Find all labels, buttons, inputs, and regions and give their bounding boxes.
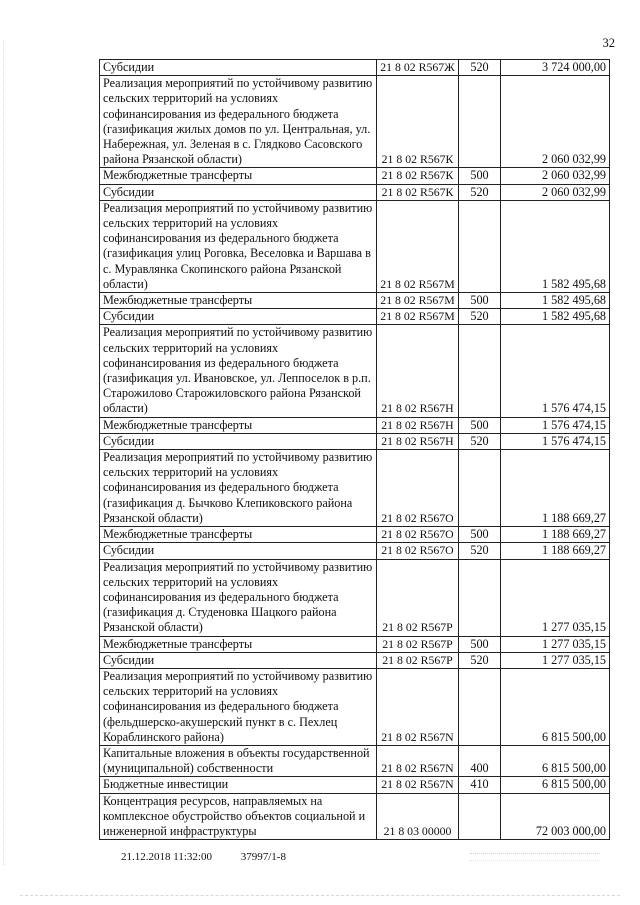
row-expense-type: 520	[459, 543, 501, 559]
table-row	[100, 450, 610, 527]
row-name: Субсидии	[100, 309, 377, 325]
row-name: Реализация мероприятий по устойчивому развитию сельских территорий на условиях софинансирования из федерального бюджета (газификация улиц Роговка, Веселовка и Варшава в с. Муравлянка Скопинского района Рязанской области)	[100, 200, 377, 292]
row-name: Межбюджетные трансферты	[100, 636, 377, 652]
row-amount: 1 188 669,27	[501, 450, 610, 527]
table-row	[100, 559, 610, 636]
table-row	[100, 777, 610, 793]
row-code: 21 8 02 R567М	[377, 200, 459, 292]
table-row	[100, 433, 610, 449]
row-amount: 1 582 495,68	[501, 293, 610, 309]
table-row	[100, 309, 610, 325]
row-code: 21 8 02 R567Н	[377, 417, 459, 433]
footer-datetime: 21.12.2018 11:32:00	[121, 851, 212, 863]
row-name: Межбюджетные трансферты	[100, 293, 377, 309]
row-code: 21 8 02 R567М	[377, 309, 459, 325]
row-code: 21 8 02 R567Н	[377, 325, 459, 417]
row-name: Субсидии	[100, 433, 377, 449]
row-expense-type	[459, 450, 501, 527]
scan-left-edge	[3, 40, 4, 865]
row-expense-type: 500	[459, 168, 501, 184]
row-code: 21 8 02 R567Н	[377, 433, 459, 449]
row-expense-type: 410	[459, 777, 501, 793]
row-name: Бюджетные инвестиции	[100, 777, 377, 793]
table-row	[100, 745, 610, 776]
row-amount: 1 277 035,15	[501, 652, 610, 668]
row-code: 21 8 02 R567К	[377, 184, 459, 200]
row-expense-type: 520	[459, 652, 501, 668]
table-row	[100, 168, 610, 184]
table-row	[100, 325, 610, 417]
row-name: Межбюджетные трансферты	[100, 527, 377, 543]
row-name: Реализация мероприятий по устойчивому развитию сельских территорий на условиях софинансирования из федерального бюджета (фельдшерско-акушерский пункт в с. Пехлец Кораблинского района)	[100, 668, 377, 745]
footer-document-id: 37997/1-8	[240, 851, 286, 863]
row-code: 21 8 02 R567К	[377, 168, 459, 184]
row-name: Субсидии	[100, 652, 377, 668]
row-expense-type	[459, 76, 501, 168]
row-amount: 1 576 474,15	[501, 417, 610, 433]
row-expense-type	[459, 200, 501, 292]
row-amount: 1 582 495,68	[501, 200, 610, 292]
table-row	[100, 76, 610, 168]
table-row	[100, 527, 610, 543]
row-code: 21 8 02 R567О	[377, 543, 459, 559]
table-row	[100, 543, 610, 559]
row-expense-type	[459, 325, 501, 417]
row-amount: 1 277 035,15	[501, 636, 610, 652]
row-amount: 6 815 500,00	[501, 777, 610, 793]
footer	[121, 851, 286, 863]
row-expense-type: 520	[459, 309, 501, 325]
row-name: Концентрация ресурсов, направляемых на комплексное обустройство объектов социальной и инженерной инфраструктуры	[100, 793, 377, 840]
row-name: Реализация мероприятий по устойчивому развитию сельских территорий на условиях софинансирования из федерального бюджета (газификация ул. Ивановское, ул. Леппоселок в р.п. Старожилово Старожиловского района Рязанской области)	[100, 325, 377, 417]
row-expense-type	[459, 668, 501, 745]
row-code: 21 8 02 R567N	[377, 777, 459, 793]
row-expense-type: 520	[459, 60, 501, 76]
row-name: Межбюджетные трансферты	[100, 168, 377, 184]
table-row	[100, 636, 610, 652]
row-expense-type: 520	[459, 433, 501, 449]
row-amount: 2 060 032,99	[501, 184, 610, 200]
row-code: 21 8 02 R567Ж	[377, 60, 459, 76]
row-expense-type: 520	[459, 184, 501, 200]
row-code: 21 8 02 R567N	[377, 745, 459, 776]
row-name: Капитальные вложения в объекты государственной (муниципальной) собственности	[100, 745, 377, 776]
row-code: 21 8 02 R567О	[377, 450, 459, 527]
table-row	[100, 60, 610, 76]
row-amount: 1 188 669,27	[501, 543, 610, 559]
row-name: Субсидии	[100, 543, 377, 559]
row-expense-type	[459, 559, 501, 636]
row-name: Субсидии	[100, 184, 377, 200]
row-code: 21 8 02 R567К	[377, 76, 459, 168]
row-amount: 6 815 500,00	[501, 745, 610, 776]
row-name: Межбюджетные трансферты	[100, 417, 377, 433]
row-code: 21 8 02 R567М	[377, 293, 459, 309]
table-row	[100, 293, 610, 309]
budget-table-body	[100, 60, 610, 840]
row-expense-type: 500	[459, 636, 501, 652]
row-amount: 1 576 474,15	[501, 433, 610, 449]
row-amount: 1 188 669,27	[501, 527, 610, 543]
row-code: 21 8 02 R567Р	[377, 559, 459, 636]
row-name: Реализация мероприятий по устойчивому развитию сельских территорий на условиях софинансирования из федерального бюджета (газификация д. Бычково Клепиковского района Рязанской области)	[100, 450, 377, 527]
row-code: 21 8 02 R567N	[377, 668, 459, 745]
row-amount: 3 724 000,00	[501, 60, 610, 76]
page-number: 32	[602, 36, 615, 50]
table-row	[100, 200, 610, 292]
row-expense-type: 500	[459, 293, 501, 309]
row-amount: 6 815 500,00	[501, 668, 610, 745]
row-code: 21 8 03 00000	[377, 793, 459, 840]
table-row	[100, 668, 610, 745]
row-amount: 1 277 035,15	[501, 559, 610, 636]
row-code: 21 8 02 R567О	[377, 527, 459, 543]
row-name: Реализация мероприятий по устойчивому развитию сельских территорий на условиях софинансирования из федерального бюджета (газификация д. Студеновка Шацкого района Рязанской области)	[100, 559, 377, 636]
row-amount: 1 582 495,68	[501, 309, 610, 325]
row-expense-type: 500	[459, 527, 501, 543]
row-amount: 72 003 000,00	[501, 793, 610, 840]
table-row	[100, 417, 610, 433]
row-expense-type	[459, 793, 501, 840]
row-expense-type: 500	[459, 417, 501, 433]
table-row	[100, 184, 610, 200]
scan-noise	[470, 853, 600, 861]
row-name: Реализация мероприятий по устойчивому развитию сельских территорий на условиях софинансирования из федерального бюджета (газификация жилых домов по ул. Центральная, ул. Набережная, ул. Зеленая в с. Глядково Сасовского района Рязанской области)	[100, 76, 377, 168]
row-name: Субсидии	[100, 60, 377, 76]
table-row	[100, 652, 610, 668]
budget-table	[99, 59, 610, 840]
row-code: 21 8 02 R567Р	[377, 636, 459, 652]
table-row	[100, 793, 610, 840]
scan-bottom-edge	[20, 895, 620, 896]
row-code: 21 8 02 R567Р	[377, 652, 459, 668]
row-amount: 2 060 032,99	[501, 168, 610, 184]
row-amount: 1 576 474,15	[501, 325, 610, 417]
row-amount: 2 060 032,99	[501, 76, 610, 168]
row-expense-type: 400	[459, 745, 501, 776]
